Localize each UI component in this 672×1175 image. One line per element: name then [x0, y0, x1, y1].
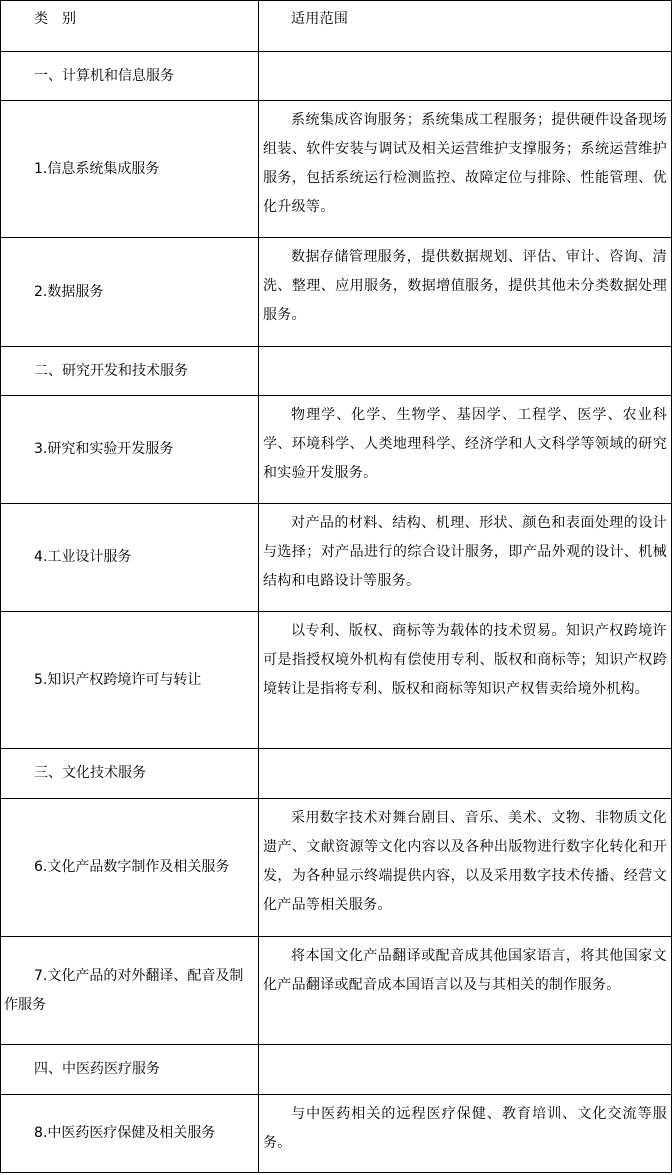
- category-cell: [1, 1095, 259, 1173]
- section-heading: 三、文化技术服务: [34, 765, 146, 781]
- section-heading: 一、计算机和信息服务: [34, 67, 174, 84]
- scope-text: 与中医药相关的远程医疗保健、教育培训、文化交流等服务。: [263, 1106, 667, 1151]
- scope-cell: [259, 396, 672, 504]
- table-row: [1, 347, 672, 396]
- table-row: [1, 937, 672, 1045]
- category-label: 1.信息系统集成服务: [34, 160, 160, 177]
- category-label: 3.研究和实验开发服务: [34, 441, 174, 457]
- scope-cell: [259, 238, 672, 347]
- scope-cell: [259, 749, 672, 799]
- scope-cell: [259, 52, 672, 101]
- scope-text: [263, 52, 667, 57]
- category-cell: [1, 396, 259, 504]
- category-label: 5.知识产权跨境许可与转让: [34, 671, 202, 688]
- scope-text: 物理学、化学、生物学、基因学、工程学、医学、农业科学、环境科学、人类地理科学、经济学和人文科学等领域的研究和实验开发服务。: [263, 407, 667, 481]
- category-cell: [1, 612, 259, 749]
- table-row: [1, 612, 672, 749]
- scope-cell: [259, 1095, 672, 1173]
- scope-cell: [259, 347, 672, 396]
- scope-text: [263, 749, 667, 754]
- table-row: [1, 101, 672, 238]
- category-cell: [1, 799, 259, 937]
- table-row: [1, 238, 672, 347]
- scope-text: 将本国文化产品翻译或配音成其他国家语言，将其他国家文化产品翻译或配音成本国语言以及与其相关的制作服务。: [263, 948, 667, 993]
- category-label: 8.中医药医疗保健及相关服务: [34, 1125, 216, 1141]
- scope-cell: [259, 101, 672, 238]
- category-label: 2.数据服务: [34, 283, 104, 300]
- scope-text: [263, 1045, 667, 1050]
- category-cell: [1, 504, 259, 612]
- header-scope: 适用范围: [291, 11, 349, 27]
- scope-cell: [259, 1045, 672, 1095]
- scope-text: 系统集成咨询服务；系统集成工程服务；提供硬件设备现场组装、软件安装与调试及相关运营维护支撑服务；系统运营维护服务，包括系统运行检测监控、故障定位与排除、性能管理、优化升级等。: [263, 112, 667, 215]
- table-row: [1, 799, 672, 937]
- scope-text: [263, 347, 667, 352]
- scope-cell: [259, 937, 672, 1045]
- header-scope-cell: [259, 1, 672, 52]
- section-heading: 四、中医药医疗服务: [34, 1061, 160, 1077]
- scope-text: 对产品的材料、结构、机理、形状、颜色和表面处理的设计与选择；对产品进行的综合设计服务，即产品外观的设计、机械结构和电路设计等服务。: [263, 515, 667, 589]
- category-cell: [1, 347, 259, 396]
- scope-text: 采用数字技术对舞台剧目、音乐、美术、文物、非物质文化遗产、文献资源等文化内容以及各种出版物进行数字化转化和开发，为各种显示终端提供内容，以及采用数字技术传播、经营文化产品等相关服务。: [263, 810, 667, 913]
- scope-cell: [259, 612, 672, 749]
- table-row: [1, 1095, 672, 1173]
- category-cell: [1, 749, 259, 799]
- table-row: [1, 396, 672, 504]
- scope-cell: [259, 799, 672, 937]
- scope-cell: [259, 504, 672, 612]
- table-row: [1, 749, 672, 799]
- table-header-row: [1, 1, 672, 52]
- category-cell: [1, 52, 259, 101]
- section-heading: 二、研究开发和技术服务: [34, 362, 188, 379]
- category-cell: [1, 238, 259, 347]
- scope-text: 数据存储管理服务，提供数据规划、评估、审计、咨询、清洗、整理、应用服务，数据增值服务，提供其他未分类数据处理服务。: [263, 249, 667, 323]
- category-label: 4.工业设计服务: [34, 549, 132, 565]
- category-label: 6.文化产品数字制作及相关服务: [34, 859, 230, 875]
- table-row: [1, 52, 672, 101]
- table-row: [1, 1045, 672, 1095]
- scope-text: 以专利、版权、商标等为载体的技术贸易。知识产权跨境许可是指授权境外机构有偿使用专利、版权和商标等；知识产权跨境转让是指将专利、版权和商标等知识产权售卖给境外机构。: [263, 623, 667, 697]
- header-category: 类 别: [34, 11, 76, 27]
- category-cell: [1, 937, 259, 1045]
- header-category-cell: [1, 1, 259, 52]
- category-cell: [1, 101, 259, 238]
- category-cell: [1, 1045, 259, 1095]
- table-row: [1, 504, 672, 612]
- category-label: 7.文化产品的对外翻译、配音及制作服务: [4, 967, 244, 1013]
